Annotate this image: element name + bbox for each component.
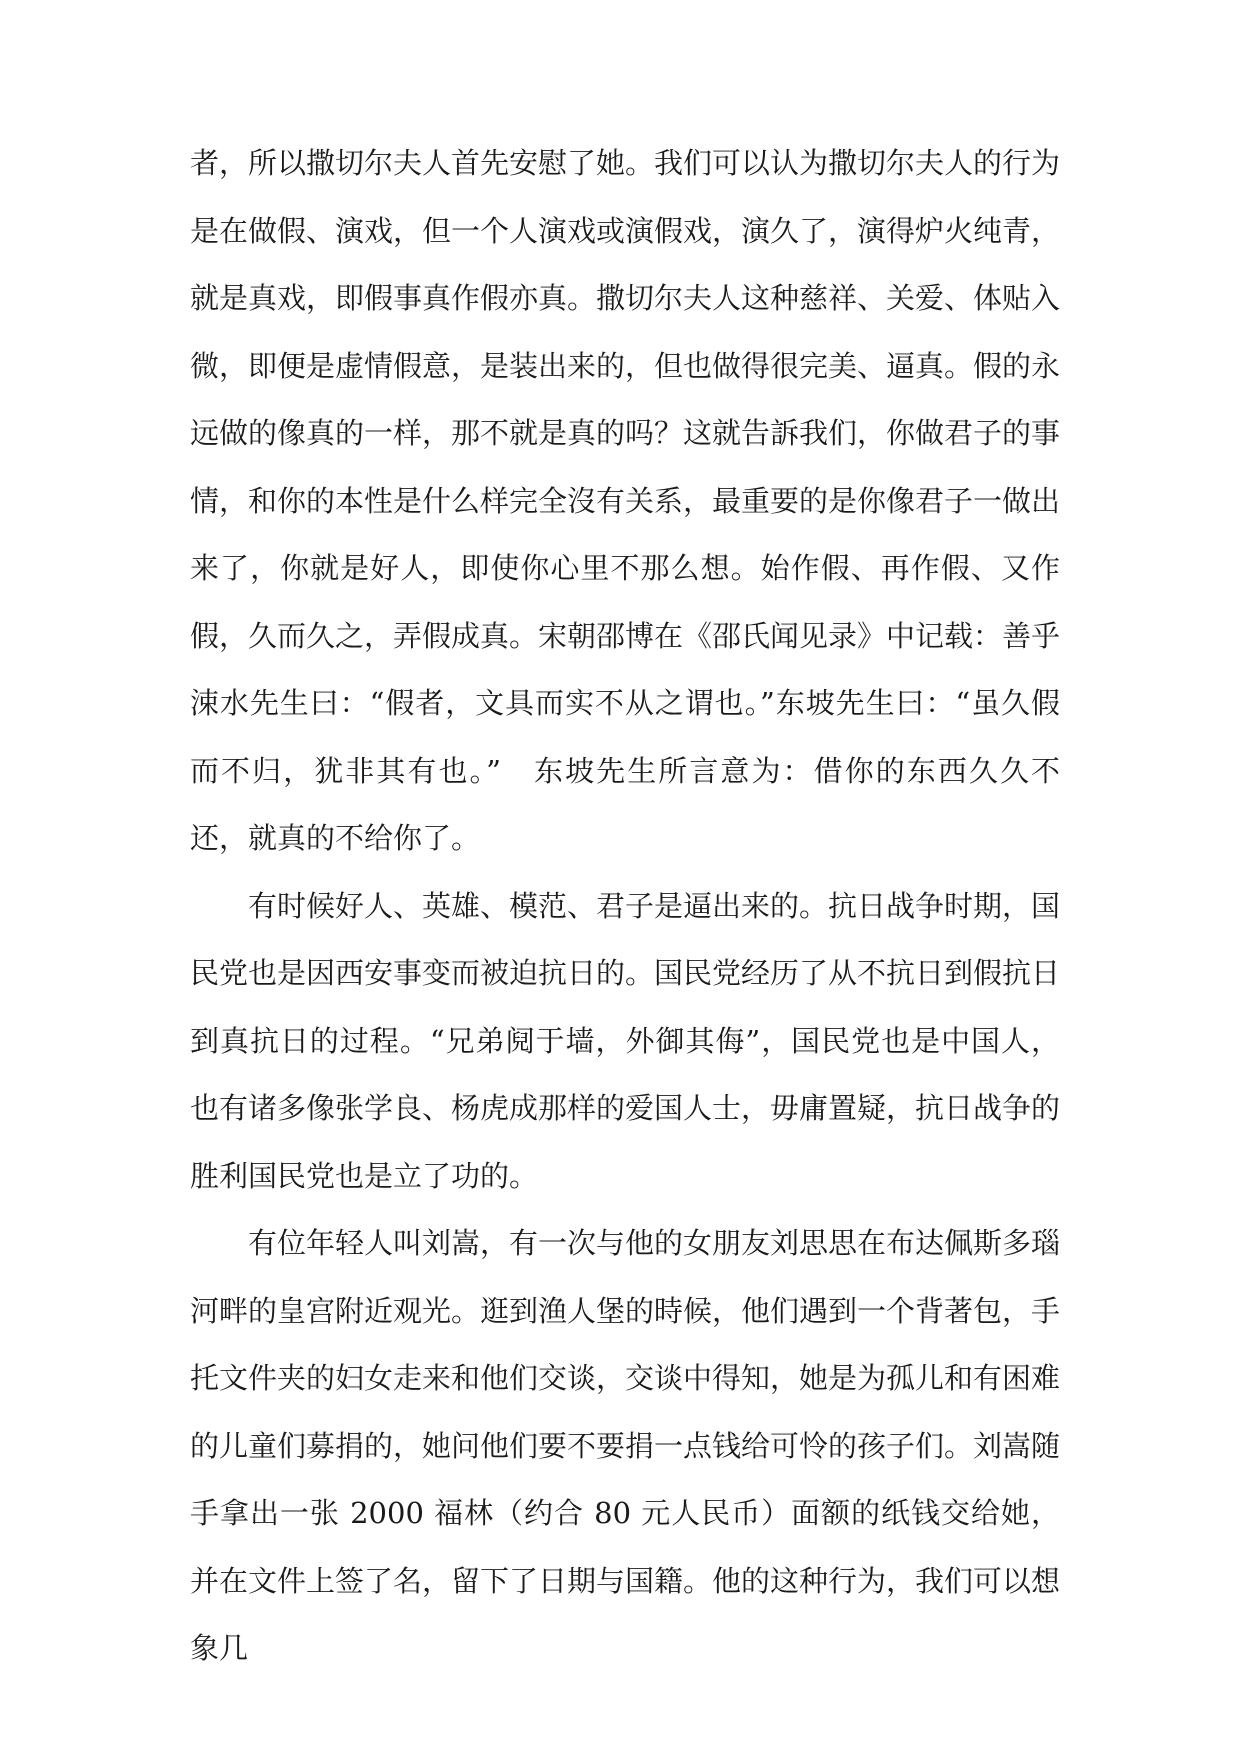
paragraph-2: 有时候好人、英雄、模范、君子是逼出来的。抗日战争时期，国民党也是因西安事变而被迫抗日的。国民党经历了从不抗日到假抗日到真抗日的过程。“兄弟阋于墙，外御其侮”，国民党也是中国人，也有诸多像张学良、杨虎成那样的爱国人士，毋庸置疑，抗日战争的胜利国民党也是立了功的。 bbox=[190, 888, 1061, 1193]
paragraph-3: 有位年轻人叫刘嵩，有一次与他的女朋友刘思思在布达佩斯多瑙河畔的皇宫附近观光。逛到渔人堡的時候，他们遇到一个背著包，手托文件夹的妇女走来和他们交谈，交谈中得知，她是为孤儿和有困难的儿童们募捐的，她问他们要不要捐一点钱给可怜的孩子们。刘嵩随手拿出一张 2000 福林（约合 80 元人民币）面额的纸钱交给她，并在文件上签了名，留下了日期与国籍。他的这种行为，我们可以想象几 bbox=[190, 1226, 1061, 1665]
body-text bbox=[190, 130, 1060, 1683]
paragraph-1: 者，所以撒切尔夫人首先安慰了她。我们可以认为撒切尔夫人的行为是在做假、演戏，但一个人演戏或演假戏，演久了，演得炉火纯青，就是真戏，即假事真作假亦真。撒切尔夫人这种慈祥、关爱、体贴入微，即便是虚情假意，是装出来的，但也做得很完美、逼真。假的永远做的像真的一样，那不就是真的吗？这就告訴我们，你做君子的事情，和你的本性是什么样完全沒有关系，最重要的是你像君子一做出来了，你就是好人，即使你心里不那么想。始作假、再作假、又作假，久而久之，弄假成真。宋朝邵博在《邵氏闻见录》中记载：善乎涑水先生曰：“假者，文具而实不从之谓也。”东坡先生曰：“虽久假而不归，犹非其有也。” 东坡先生所言意为：借你的东西久久不还，就真的不给你了。 bbox=[190, 146, 1061, 855]
